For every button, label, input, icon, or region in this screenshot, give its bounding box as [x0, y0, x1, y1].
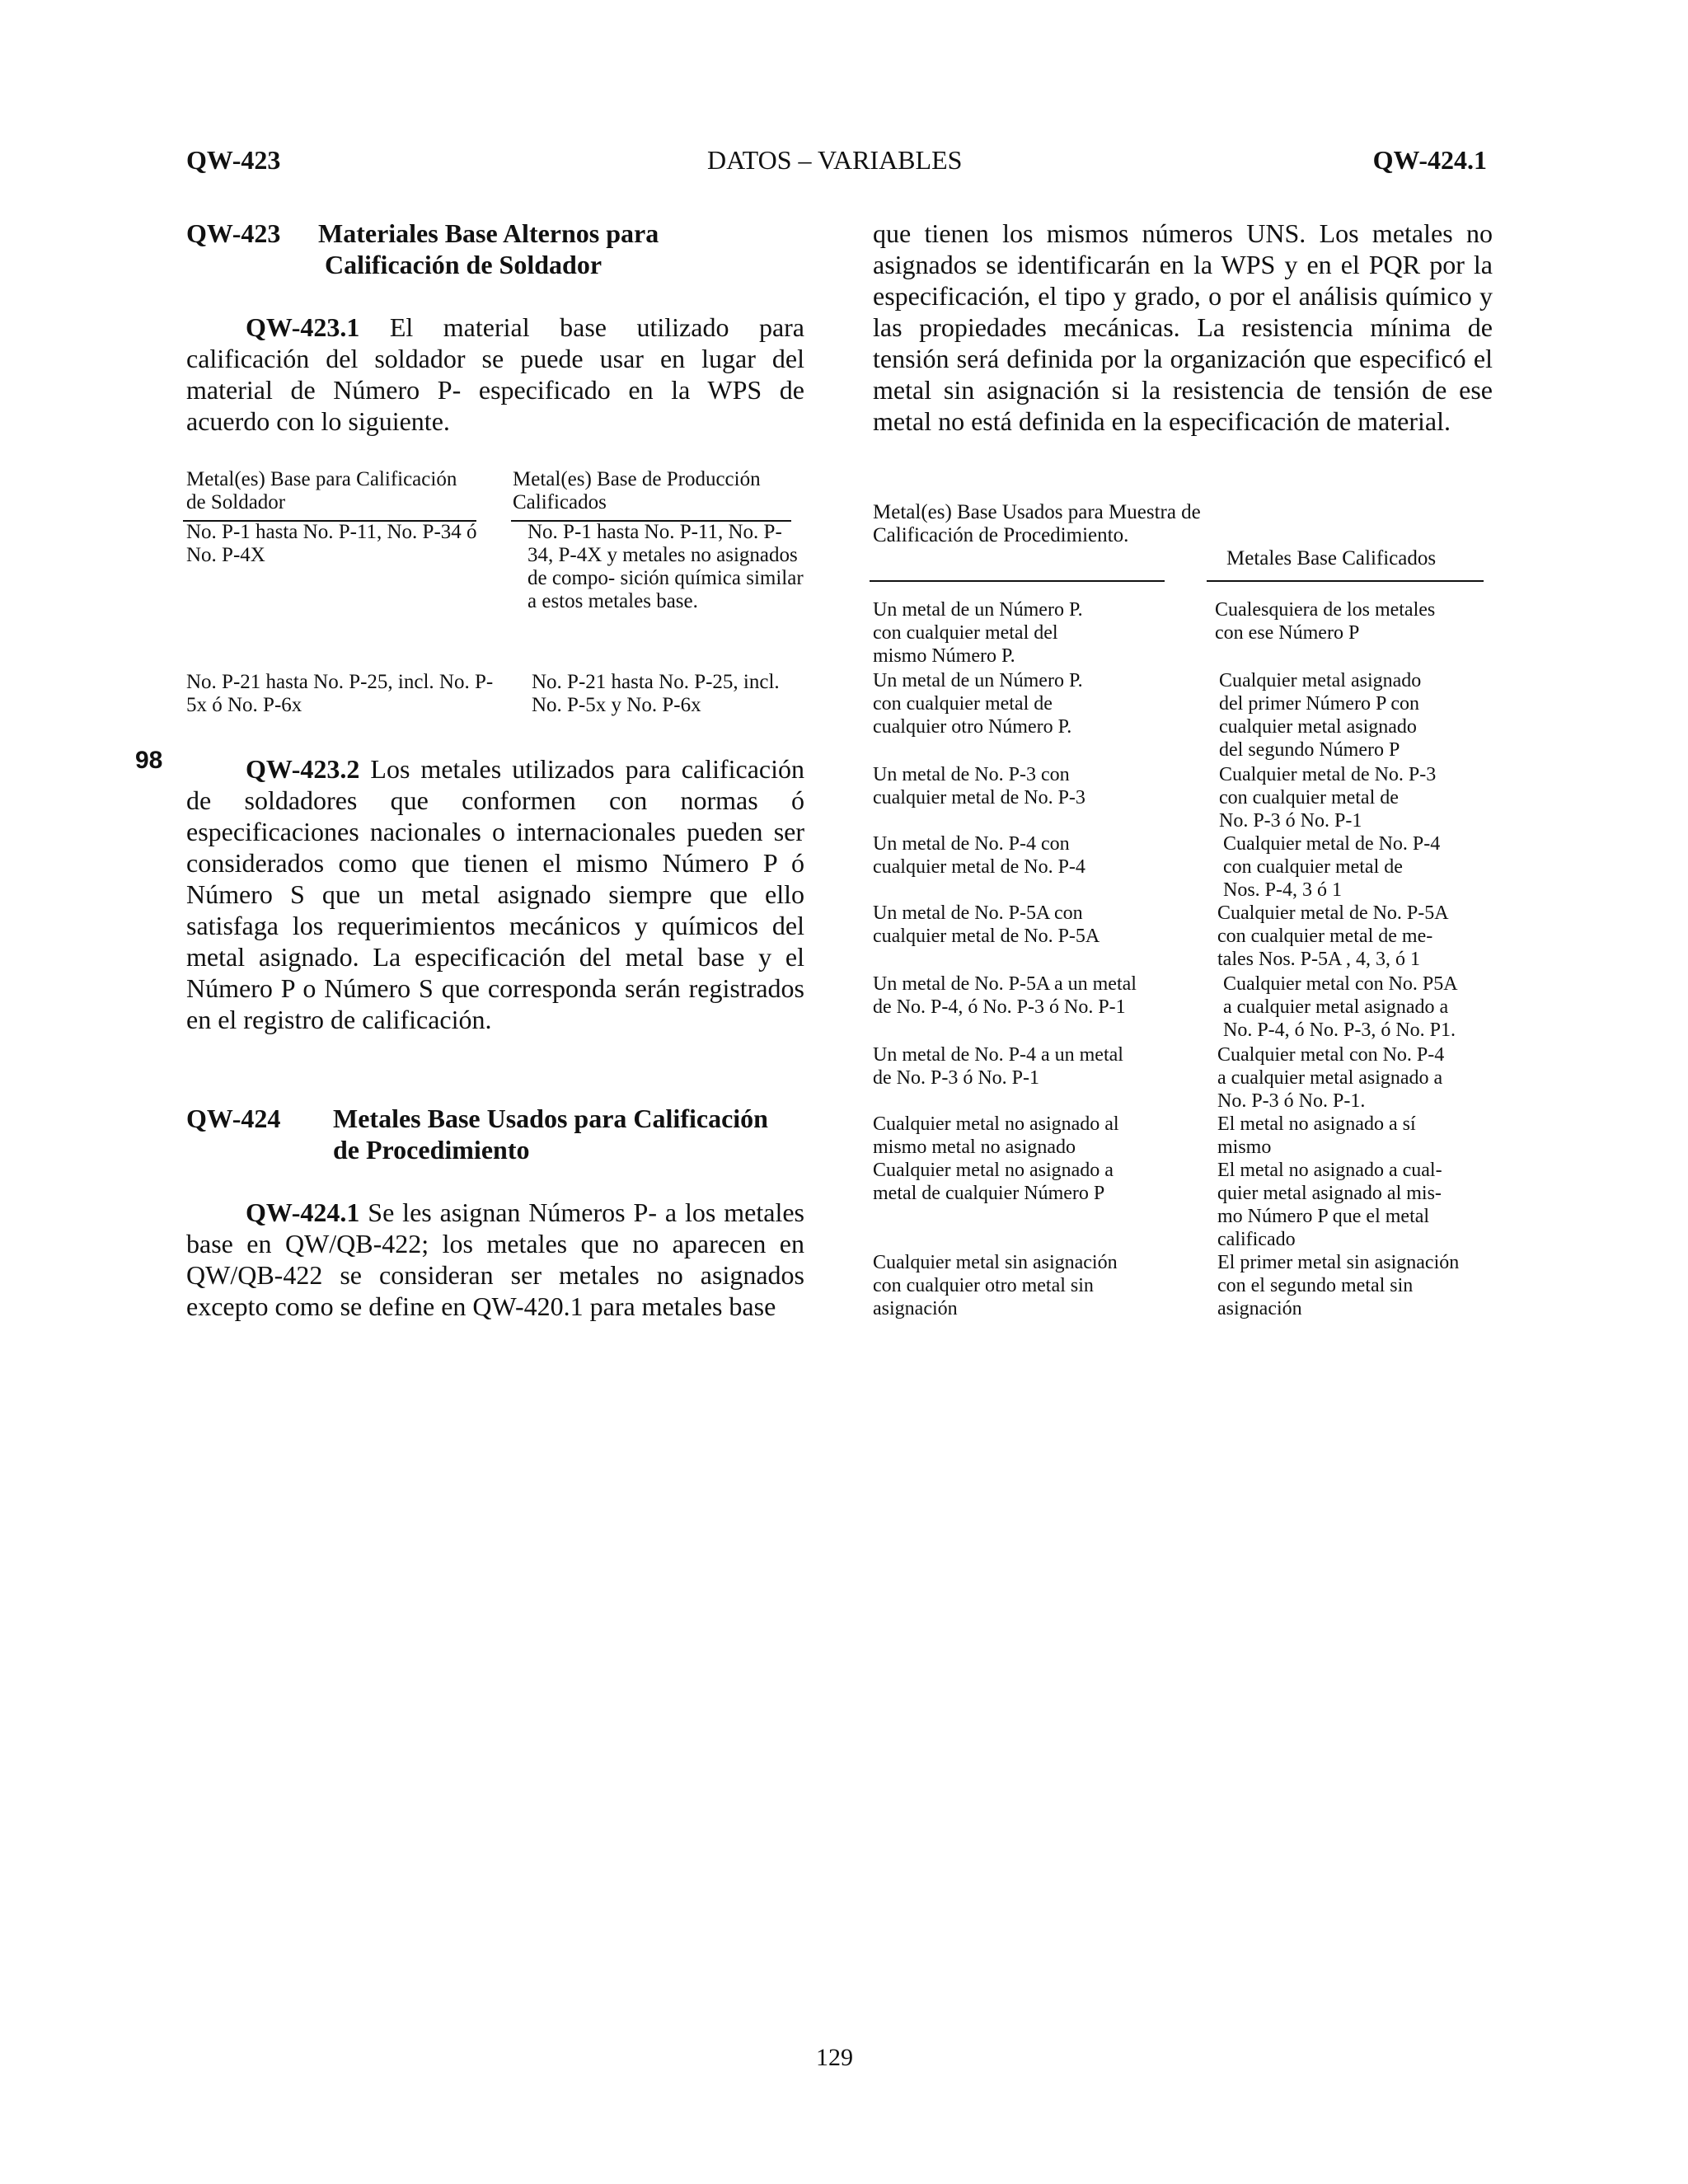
table1-col1-header: Metal(es) Base para Calificación de Soldador — [186, 468, 457, 513]
section-title-line1: Metales Base Usados para Calificación — [333, 1104, 768, 1133]
page-number: 129 — [816, 2044, 853, 2071]
table2-cell-col1: Cualquier metal no asignado a metal de cualquier Número P — [873, 1160, 1114, 1204]
table2-cell-col1: Un metal de un Número P. con cualquier metal de cualquier otro Número P. — [873, 670, 1083, 738]
section-title-line2: de Procedimiento — [333, 1135, 530, 1165]
paragraph-qw4232 — [186, 753, 804, 1035]
table2-cell-col2: Cualquier metal de No. P-5A con cualquier metal de me- tales Nos. P-5A , 4, 3, ó 1 — [1217, 902, 1449, 970]
header-left: QW-423 — [186, 145, 281, 175]
table1-col2-header: Metal(es) Base de Producción Calificados — [513, 468, 761, 513]
table2-col2-header: Metales Base Calificados — [1226, 547, 1437, 569]
table2-cell-col1: Un metal de No. P-5A a un metal de No. P-4, ó No. P-3 ó No. P-1 — [873, 973, 1137, 1018]
header-right: QW-424.1 — [1372, 145, 1487, 175]
paragraph-text: Los metales utilizados para calificación de soldadores que conformen con normas ó especificaciones nacionales o internacionales pueden ser considerados como que tienen el mismo Número P ó Número S que un metal asignado siempre que ello satisfaga los requerimientos mecánicos y químicos del metal asignado. La especificación del metal base y el Número P o Número S que corresponda serán registrados en el registro de calificación. — [186, 754, 804, 1034]
paragraph-label: QW-423.2 — [246, 754, 360, 784]
table2-col1-rule — [870, 580, 1165, 582]
table1-row1-col2: No. P-1 hasta No. P-11, No. P-34, P-4X y metales no asignados de compo- sición química similar a estos metales base. — [528, 521, 804, 612]
table2-cell-col2: Cualquier metal con No. P-4 a cualquier metal asignado a No. P-3 ó No. P-1. — [1217, 1044, 1445, 1112]
table2-cell-col2: El metal no asignado a cual- quier metal asignado al mis- mo Número P que el metal calificado — [1217, 1160, 1442, 1250]
table2-cell-col1: Cualquier metal no asignado al mismo metal no asignado — [873, 1113, 1119, 1158]
table2-cell-col1: Un metal de No. P-3 con cualquier metal de No. P-3 — [873, 764, 1085, 808]
table2-cell-col2: Cualquier metal de No. P-4 con cualquier metal de Nos. P-4, 3 ó 1 — [1223, 833, 1441, 901]
header-center: DATOS – VARIABLES — [707, 145, 963, 175]
section-number: QW-423 — [186, 218, 281, 248]
section-title-line1: Materiales Base Alternos para — [318, 218, 659, 248]
table2-cell-col1: Un metal de No. P-4 con cualquier metal de No. P-4 — [873, 833, 1085, 878]
table2-cell-col2: Cualquier metal de No. P-3 con cualquier metal de No. P-3 ó No. P-1 — [1219, 764, 1437, 832]
table2-col1-header: Metal(es) Base Usados para Muestra de Calificación de Procedimiento. — [873, 501, 1201, 546]
table2-cell-col2: El metal no asignado a sí mismo — [1217, 1113, 1416, 1158]
section-qw424-heading — [186, 1103, 813, 1165]
table2-cell-col2: Cualquier metal asignado del primer Número P con cualquier metal asignado del segundo Número P — [1219, 670, 1422, 761]
table2-cell-col1: Un metal de No. P-5A con cualquier metal de No. P-5A — [873, 902, 1100, 947]
table2-cell-col1: Un metal de un Número P. con cualquier metal del mismo Número P. — [873, 599, 1083, 667]
table1-row2-col1: No. P-21 hasta No. P-25, incl. No. P-5x ó No. P-6x — [186, 671, 494, 716]
paragraph-text: Se les asignan Números P- a los metales base en QW/QB-422; los metales que no aparecen en QW/QB-422 se consideran ser metales no asignados excepto como se define en QW-420.1 para metales base — [186, 1197, 804, 1321]
paragraph-qw4241-continued: que tienen los mismos números UNS. Los metales no asignados se identificarán en la WPS y en el PQR por la especificación, el tipo y grado, o por el análisis químico y las propiedades mecánicas. La resistencia mínima de tensión será definida por la organización que especificó el metal sin asignación si la resistencia de tensión de ese metal no está definida en la especificación de material. — [873, 218, 1493, 436]
table2-cell-col2: Cualquier metal con No. P5A a cualquier metal asignado a No. P-4, ó No. P-3, ó No. P1. — [1223, 973, 1458, 1041]
paragraph-label: QW-423.1 — [246, 312, 360, 342]
table1-row2-col2: No. P-21 hasta No. P-25, incl. No. P-5x y No. P-6x — [532, 671, 780, 716]
section-title-line2: Calificación de Soldador — [325, 250, 603, 279]
paragraph-text: El material base utilizado para calificación del soldador se puede usar en lugar del material de Número P- especificado en la WPS de acuerdo con lo siguiente. — [186, 312, 804, 436]
table2-col2-rule — [1207, 580, 1484, 582]
paragraph-label: QW-424.1 — [246, 1197, 360, 1227]
table2-cell-col1: Cualquier metal sin asignación con cualquier otro metal sin asignación — [873, 1252, 1118, 1319]
section-qw423-heading — [186, 218, 813, 280]
table2-cell-col2: El primer metal sin asignación con el segundo metal sin asignación — [1217, 1252, 1460, 1319]
section-number: QW-424 — [186, 1104, 281, 1133]
margin-number: 98 — [135, 747, 163, 774]
paragraph-qw4231 — [186, 312, 804, 437]
table2-cell-col2: Cualesquiera de los metales con ese Número P — [1215, 599, 1436, 644]
paragraph-qw4241 — [186, 1197, 804, 1322]
table1-row1-col1: No. P-1 hasta No. P-11, No. P-34 ó No. P-4X — [186, 521, 477, 566]
table2-cell-col1: Un metal de No. P-4 a un metal de No. P-3 ó No. P-1 — [873, 1044, 1123, 1089]
